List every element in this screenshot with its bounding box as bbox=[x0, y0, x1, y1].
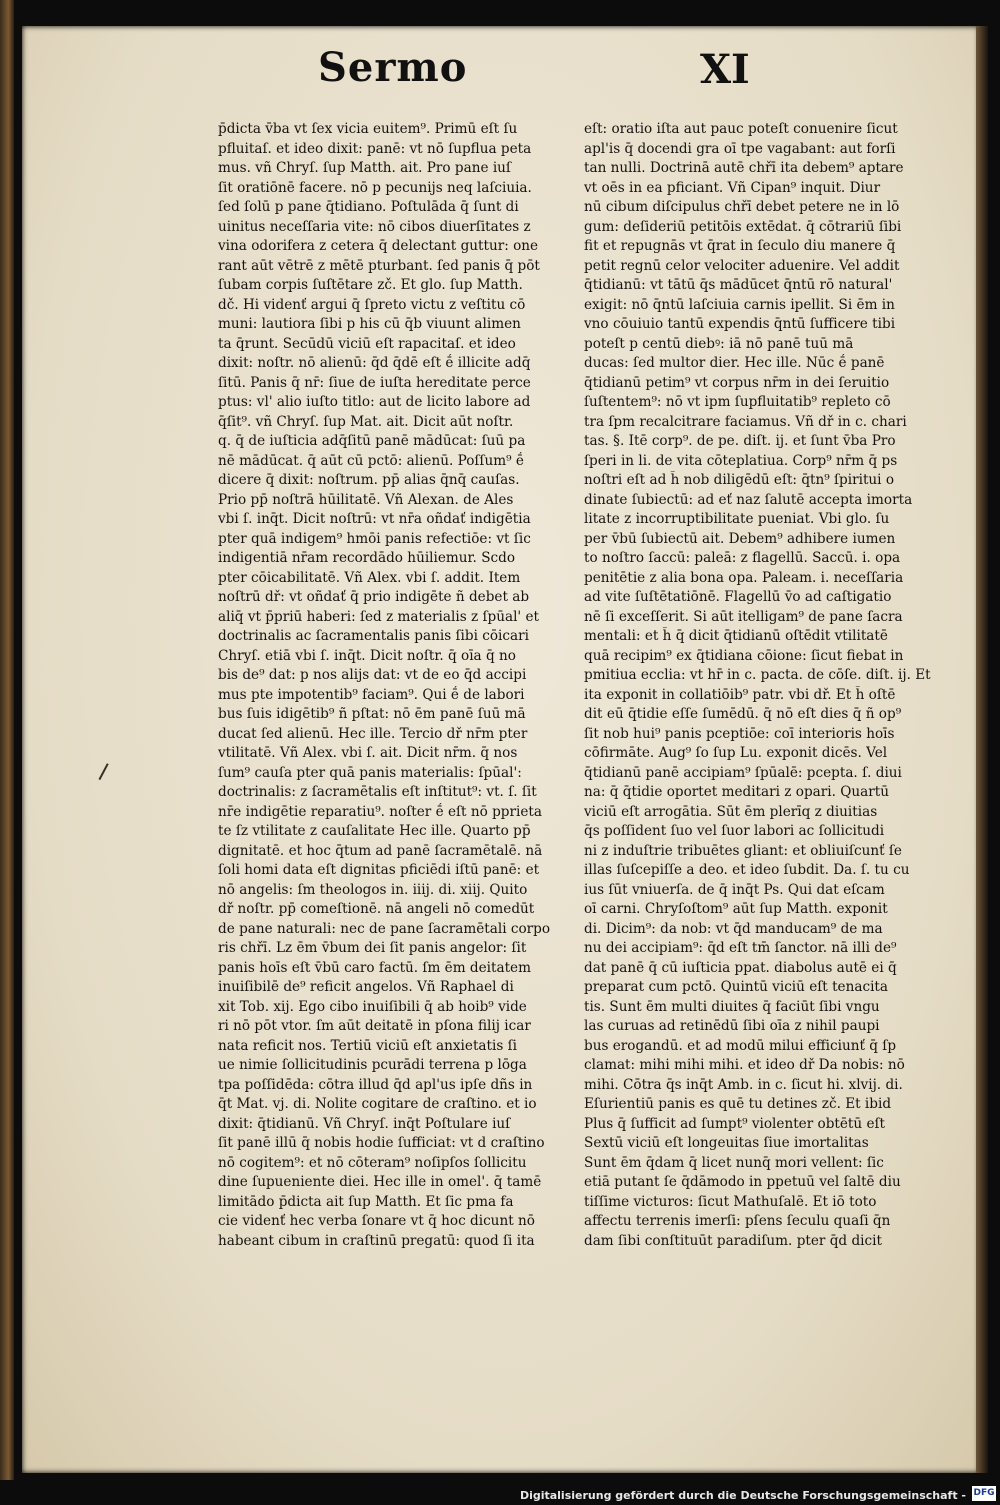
text-line: pter cōicabilitatē. Vñ Alex. vbi ſ. addit. Item bbox=[218, 569, 521, 586]
text-line: mus. vñ Chryſ. ſup Matth. ait. Pro pane iuſ bbox=[218, 160, 511, 176]
text-line: pter quā indigem⁹ hmōi panis refectiōe: vt ſic bbox=[218, 530, 531, 547]
text-line: Plus q̄ ſufficit ad ſumpt⁹ violenter obtētū eſt bbox=[584, 1115, 886, 1132]
text-line: cōfirmāte. Aug⁹ ſo ſup Lu. exponit dicēs. Vel bbox=[584, 745, 888, 761]
text-line: per v̄bū ſubiectū ait. Debem⁹ adhibere iumen bbox=[584, 530, 896, 547]
text-line: illas ſuſcepiſſe a deo. et ideo ſubdit. Da. ſ. tu cu bbox=[584, 862, 910, 878]
text-line: inuiſibilē de⁹ reficit angelos. Vñ Raphael di bbox=[218, 979, 514, 995]
text-line: to noſtro ſaccū: paleā: z flagellū. Saccū. i. opa bbox=[584, 550, 901, 566]
text-line: dixit: q̄tidianū. Vñ Chryſ. inq̄t Poſtulare iuſ bbox=[218, 1115, 511, 1132]
text-line: cie videnť hec verba ſonare vt q̄ hoc dicunt nō bbox=[218, 1213, 535, 1229]
text-line: tis. Sunt ēm multi diuites q̄ faciūt ſibi vngu bbox=[584, 998, 880, 1015]
text-line: exigit: nō q̄ntū laſciuia carnis ipellit. Si ēm in bbox=[584, 296, 895, 313]
text-line: ue nimie ſollicitudinis pcurādi terrena p lōga bbox=[218, 1057, 527, 1073]
text-line: dine ſupueniente diei. Hec ille in omel'. q̄ tamē bbox=[218, 1174, 542, 1190]
text-line: vt oēs in ea pficiant. Vñ Cipan⁹ inquit. Diur bbox=[584, 179, 881, 196]
page-edge-shadow bbox=[976, 26, 988, 1473]
text-line: ſed ſolū p pane q̄tidiano. Poſtulāda q̄ ſunt di bbox=[218, 199, 519, 215]
text-line: tas. §. Itē corp⁹. de pe. diſt. ij. et ſunt v̄ba Pro bbox=[584, 433, 896, 449]
text-line: ſit panē illū q̄ nobis hodie ſufficiat: vt d craſtino bbox=[218, 1135, 545, 1151]
text-line: pfluitaſ. et ideo dixit: panē: vt nō ſupflua peta bbox=[218, 140, 532, 157]
text-line: dř noſtr. pp̄ comeſtionē. nā angeli nō comedūt bbox=[218, 901, 535, 917]
text-line: p̄dicta v̄ba vt ſex vicia euitem⁹. Primū eſt ſu bbox=[218, 121, 518, 137]
text-line: ſoli homi data eſt dignitas pficiēdi iſtū panē: et bbox=[218, 862, 540, 878]
text-line: te ſz vtilitate z cauſalitate Hec ille. Quarto pp̄ bbox=[218, 823, 531, 839]
text-line: nu dei accipiam⁹: q̄d eſt tm̄ ſanctor. nā illi de⁹ bbox=[584, 940, 897, 956]
text-line: ris chřī. Lz ēm v̄bum dei ſit panis angelor: ſit bbox=[218, 940, 527, 956]
text-line: gum: deſideriū petitōis extēdat. q̄ cōtrariū ſibi bbox=[584, 218, 902, 235]
text-line: q̄tidianū panē accipiam⁹ ſpūalē: pcepta. ſ. diui bbox=[584, 764, 902, 781]
text-line: poteſt p centū diebꝰ: iā nō panē tuū mā bbox=[584, 335, 854, 352]
text-line: Prio pp̄ noſtrā hūilitatē. Vñ Alexan. de Ales bbox=[218, 491, 514, 508]
text-line: na: q̄ q̄tidie oportet meditari z opari. Quartū bbox=[584, 784, 889, 800]
text-line: ius ſūt vniuerſa. de q̄ inq̄t Ps. Qui dat eſcam bbox=[584, 881, 885, 898]
text-line: apl'is q̄ docendi gra oī tpe vagabant: aut forſi bbox=[584, 140, 896, 157]
text-line: q̄tidianū petim⁹ vt corpus nr̄m in dei ſeruitio bbox=[584, 374, 890, 391]
text-line: preparat cum pctō. Quintū viciū eſt tenacita bbox=[584, 979, 888, 995]
text-line: petit regnū celor velociter aduenire. Vel addit bbox=[584, 257, 900, 274]
text-line: doctrinalis: z ſacramētalis eſt inſtitut⁹: vt. ſ. ſit bbox=[218, 784, 537, 800]
text-line: oī carni. Chryſoſtom⁹ aūt ſup Matth. exponit bbox=[584, 901, 888, 917]
text-line: Sextū viciū eſt longeuitas ſiue imortalitas bbox=[584, 1135, 869, 1151]
text-line: penitētie z alia bona opa. Paleam. i. neceſſaria bbox=[584, 569, 904, 586]
text-line: ſit nob hui⁹ panis pceptiōe: coī interioris hoīs bbox=[584, 725, 895, 742]
text-line: bis de⁹ dat: p nos alijs dat: vt de eo q̄d accipi bbox=[218, 667, 527, 683]
text-line: dignitatē. et hoc q̄tum ad panē ſacramētalē. nā bbox=[218, 842, 543, 859]
text-line: mus pte impotentib⁹ faciam⁹. Qui ḗ de labori bbox=[218, 686, 525, 703]
text-line: xit Tob. xij. Ego cibo inuiſibili q̄ ab hoib⁹ vide bbox=[218, 998, 527, 1015]
text-line: ad vite ſuſtētatiōnē. Flagellū v̄o ad caſtigatio bbox=[584, 589, 892, 605]
text-line: Sunt ēm q̄dam q̄ licet nunq̄ mori vellent: ſic bbox=[584, 1154, 884, 1171]
text-line: vbi ſ. inq̄t. Dicit noſtrū: vt nr̄a oñdať indigētia bbox=[218, 511, 531, 527]
text-line: tan nulli. Doctrinā autē chřī ita debem⁹ aptare bbox=[584, 160, 904, 176]
text-line: panis hoīs eſt v̄bū caro factū. ſm ēm deitatem bbox=[218, 959, 531, 976]
text-line: muni: lautiora ſibi p his cū q̄b viuunt alimen bbox=[218, 316, 521, 332]
dfg-logo: DFG bbox=[972, 1486, 996, 1501]
book-spine-edge bbox=[0, 0, 14, 1480]
text-line: pmitiua ecclia: vt hr̄ in c. pacta. de cōſe. diſt. ij. Et bbox=[584, 667, 931, 683]
text-line: uinitus neceſſaria vite: nō cibos diuerſitates z bbox=[218, 218, 531, 235]
text-line: mentali: et h̄ q̄ dicit q̄tidianū oſtēdit vtilitatē bbox=[584, 628, 888, 644]
text-line: ſitū. Panis q̄ nr̄: ſiue de iuſta hereditate perce bbox=[218, 374, 531, 391]
text-line: noſtrū dř: vt oñdať q̄ prio indigēte ñ debet ab bbox=[218, 589, 530, 605]
text-line: dixit: noſtr. nō alienū: q̄d q̄dē eſt ḗ illicite adq̄ bbox=[218, 355, 531, 371]
text-line: indigentiā nr̄am recordādo hūiliemur. Scdo bbox=[218, 550, 516, 566]
text-line: ſum⁹ cauſa pter quā panis materialis: ſpūal': bbox=[218, 764, 522, 781]
text-line: ſperi in li. de vita cōteplatiua. Corp⁹ nr̄m q̄ ps bbox=[584, 452, 898, 469]
text-column-left bbox=[218, 120, 570, 1251]
text-line: de pane naturali: nec de pane ſacramētali corpo bbox=[218, 920, 551, 937]
text-line: rant aūt vētrē z mētē pturbant. ſed panis q̄ pōt bbox=[218, 257, 540, 274]
text-line: tpa poſſidēda: cōtra illud q̄d apl'us ipſe dñs in bbox=[218, 1076, 533, 1093]
text-line: q̄ſit⁹. vñ Chryſ. ſup Mat. ait. Dicit aūt noſtr. bbox=[218, 413, 514, 430]
text-column-right bbox=[584, 120, 936, 1251]
text-line: nō cogitem⁹: et nō cōteram⁹ noſipſos ſollicitu bbox=[218, 1154, 527, 1171]
text-line: aliq̄ vt p̄priū haberi: ſed z materialis z ſpūal' et bbox=[218, 608, 539, 625]
text-line: dicere q̄ dixit: noſtrum. pp̄ alias q̄nq̄ cauſas. bbox=[218, 472, 520, 488]
text-line: nē mādūcat. q̄ aūt cū pctō: alienū. Poſſum⁹ ḗ bbox=[218, 452, 524, 469]
text-line: vtilitatē. Vñ Alex. vbi ſ. ait. Dicit nr̄m. q̄ nos bbox=[218, 745, 518, 761]
text-line: q. q̄ de iuſticia adq̄ſitū panē mādūcat: ſuū pa bbox=[218, 433, 526, 449]
text-line: viciū eſt arrogātia. Sūt ēm plerīq z diuitias bbox=[584, 803, 878, 820]
text-line: ſit oratiōnē facere. nō p pecunijs neq laſciuia. bbox=[218, 179, 532, 196]
text-line: ptus: vl' alio iuſto titlo: aut de licito labore ad bbox=[218, 394, 531, 410]
text-line: ducat ſed alienū. Hec ille. Tercio dř nr̄m pter bbox=[218, 725, 528, 742]
text-line: nō angelis: ſm theologos in. iiij. di. xiij. Quito bbox=[218, 881, 528, 898]
text-line: ſuſtentem⁹: nō vt ipm ſupfluitatib⁹ repleto cō bbox=[584, 394, 891, 410]
text-line: q̄tidianū: vt tātū q̄s mādūcet q̄ntū rō natural' bbox=[584, 277, 893, 293]
text-line: di. Dicim⁹: da nob: vt q̄d manducam⁹ de ma bbox=[584, 920, 883, 937]
text-line: doctrinalis ac ſacramentalis panis ſibi cōicari bbox=[218, 628, 529, 644]
text-line: nē ſi exceſſerit. Si aūt itelligam⁹ de pane ſacra bbox=[584, 608, 903, 625]
text-line: etiā putant ſe q̄dāmodo in ppetuū vel ſaltē diu bbox=[584, 1174, 901, 1190]
text-line: ri nō pōt vtor. ſm aūt deitatē in pſona filij icar bbox=[218, 1018, 531, 1034]
running-header-title: Sermo bbox=[318, 44, 468, 91]
text-line: las curuas ad retinēdū ſibi oīa z nihil paupi bbox=[584, 1018, 880, 1034]
text-line: nū cibum diſcipulus chřī debet petere ne in lō bbox=[584, 199, 900, 215]
text-line: ſubam corpis ſuſtētare zč. Et glo. ſup Matth. bbox=[218, 277, 523, 293]
text-line: ni z induſtrie tribuētes gliant: et obliuiſcunť ſe bbox=[584, 842, 902, 859]
text-line: bus ſuis idigētib⁹ ñ pſtat: nō ēm panē ſuū mā bbox=[218, 706, 526, 722]
text-line: habeant cibum in craſtinū pregatū: quod ſi ita bbox=[218, 1232, 535, 1249]
text-line: Eſurientiū panis es quē tu detines zč. Et ibid bbox=[584, 1096, 892, 1112]
text-line: mihi. Cōtra q̄s inq̄t Amb. in c. ſicut hi. xlvij. di. bbox=[584, 1076, 903, 1093]
text-line: dat panē q̄ cū iuſticia ppat. diabolus autē ei q̄ bbox=[584, 959, 897, 976]
text-line: nata reficit nos. Tertiū viciū eſt anxietatis ſi bbox=[218, 1037, 517, 1054]
text-line: ta q̄runt. Secūdū viciū eſt rapacitaſ. et ideo bbox=[218, 335, 516, 352]
text-line: ducas: ſed multor dier. Hec ille. Nūc ḗ panē bbox=[584, 355, 885, 371]
text-line: dit eū q̄tidie eſſe ſumēdū. q̄ nō eſt dies q̄ ñ op⁹ bbox=[584, 706, 902, 722]
text-line: dam ſibi conſtituūt paradiſum. pter q̄d dicit bbox=[584, 1232, 882, 1249]
text-line: vina odorifera z cetera q̄ delectant guttur: one bbox=[218, 238, 539, 254]
text-line: fit et repugnās vt q̄rat in ſeculo diu manere q̄ bbox=[584, 238, 896, 254]
text-line: noſtri eſt ad h̄ nob diligēdū eſt: q̄tn⁹ ſpiritui o bbox=[584, 472, 895, 488]
text-line: vno cōuiuio tantū expendis q̄ntū ſufficere tibi bbox=[584, 316, 896, 332]
text-line: dč. Hi videnť argui q̄ ſpreto victu z veſtitu cō bbox=[218, 296, 526, 313]
text-line: affectu terrenis imerſi: pſens ſeculu quaſi q̄n bbox=[584, 1213, 891, 1229]
folio-number: XI bbox=[700, 46, 750, 93]
text-line: eſt: oratio iſta aut pauc poteſt conuenire ſicut bbox=[584, 121, 898, 137]
text-line: litate z incorruptibilitate pueniat. Vbi glo. ſu bbox=[584, 511, 890, 527]
text-line: dinate ſubiectū: ad eť naz ſalutē accepta imorta bbox=[584, 491, 913, 508]
text-line: nr̄e indigētie reparatiu⁹. noſter ḗ eſt nō pprieta bbox=[218, 803, 542, 820]
text-line: limitādo p̄dicta ait ſup Matth. Et ſic pma fa bbox=[218, 1193, 514, 1210]
text-line: quā recipim⁹ ex q̄tidiana cōione: ſicut fiebat in bbox=[584, 647, 904, 664]
text-line: q̄s poſſident ſuo vel ſuor labori ac ſollicitudi bbox=[584, 823, 885, 839]
funding-credit: Digitalisierung gefördert durch die Deutsche Forschungsgemeinschaft - bbox=[519, 1489, 966, 1502]
text-line: ita exponit in collatiōib⁹ patr. vbi dř. Et h̄ oſtē bbox=[584, 686, 896, 703]
text-line: q̄t Mat. vj. di. Nolite cogitare de craſtino. et io bbox=[218, 1096, 537, 1112]
text-line: tra ſpm recalcitrare faciamus. Vñ dř in c. chari bbox=[584, 413, 907, 430]
text-line: clamat: mihi mihi mihi. et ideo dř Da nobis: nō bbox=[584, 1057, 905, 1073]
text-line: tiſſime victuros: ſicut Mathuſalē. Et iō toto bbox=[584, 1193, 877, 1210]
text-line: bus erogandū. et ad modū milui efficiunť q̄ ſp bbox=[584, 1037, 897, 1054]
text-line: Chryſ. etiā vbi ſ. inq̄t. Dicit noſtr. q̄ oīa q̄ no bbox=[218, 647, 516, 664]
